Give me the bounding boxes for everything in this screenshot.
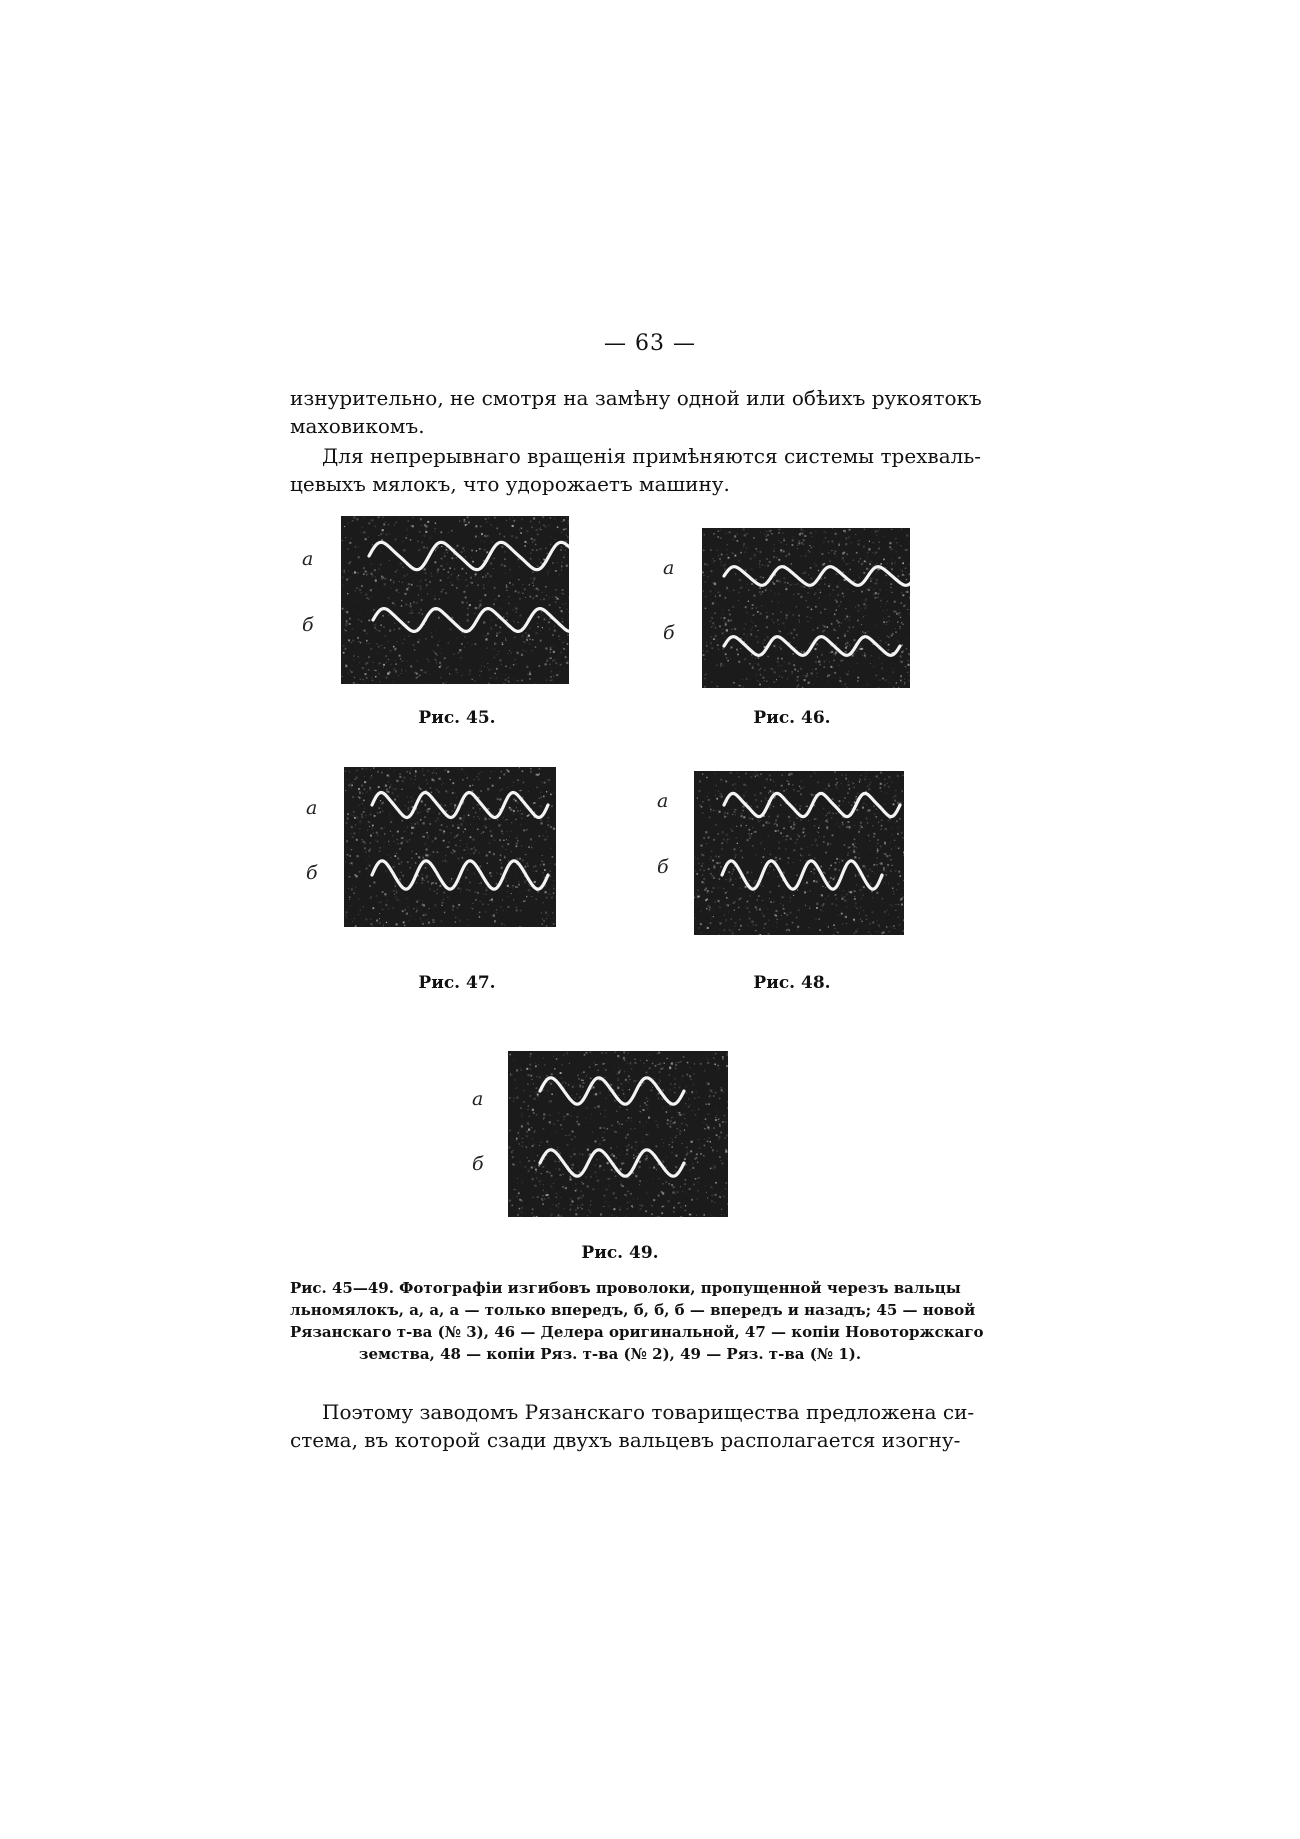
figure-caption: Рис. 46. [753,708,831,728]
figures-description-line: земства, 48 — копіи Ряз. т-ва (№ 2), 49 — Ряз. т-ва (№ 1). [358,1345,862,1363]
figure-caption: Рис. 49. [581,1243,659,1263]
photograph [344,767,556,927]
figure-label-a: а [302,548,314,570]
paragraph-3-line: Поэтому заводомъ Рязанскаго товарищества предложена си- [322,1400,975,1424]
figure-label-b: б [302,614,314,636]
figure-caption: Рис. 47. [418,973,496,993]
figure-label-b: б [663,622,675,644]
paragraph-1 [290,384,982,440]
paragraph-3-line: стема, въ которой сзади двухъ вальцевъ располагается изогну- [290,1428,961,1452]
photograph [702,528,910,688]
figures-description-line: Рис. 45—49. Фотографіи изгибовъ проволоки, пропущенной черезъ вальцы [290,1279,961,1297]
figure-caption: Рис. 45. [418,708,496,728]
figure-label-b: б [657,856,669,878]
paragraph-2 [290,442,981,498]
paragraph-2-line: цевыхъ мялокъ, что удорожаетъ машину. [290,472,730,496]
figure-caption: Рис. 48. [753,973,831,993]
paragraph-3 [290,1398,975,1454]
figure-label-a: а [657,790,669,812]
paragraph-2-line: Для непрерывнаго вращенія примѣняются системы трехваль- [322,444,981,468]
figures-description-line: льномялокъ, а, а, а — только впередъ, б, б, б — впередъ и назадъ; 45 — новой [290,1301,976,1319]
figure-label-a: а [472,1088,484,1110]
figure-label-b: б [306,862,318,884]
figures-description-line: Рязанскаго т-ва (№ 3), 46 — Делера оригинальной, 47 — копіи Новоторжскаго [290,1323,984,1341]
figures-description [290,1277,984,1365]
paragraph-1-line: маховикомъ. [290,414,425,438]
figure-label-a: а [663,557,675,579]
figure-label-a: а [306,797,318,819]
paragraph-1-line: изнурительно, не смотря на замѣну одной или обѣихъ рукоятокъ [290,386,982,410]
photograph [508,1051,728,1217]
photograph [341,516,569,684]
figure-label-b: б [472,1153,484,1175]
photograph [694,771,904,935]
page-number: — 63 — [604,331,696,356]
